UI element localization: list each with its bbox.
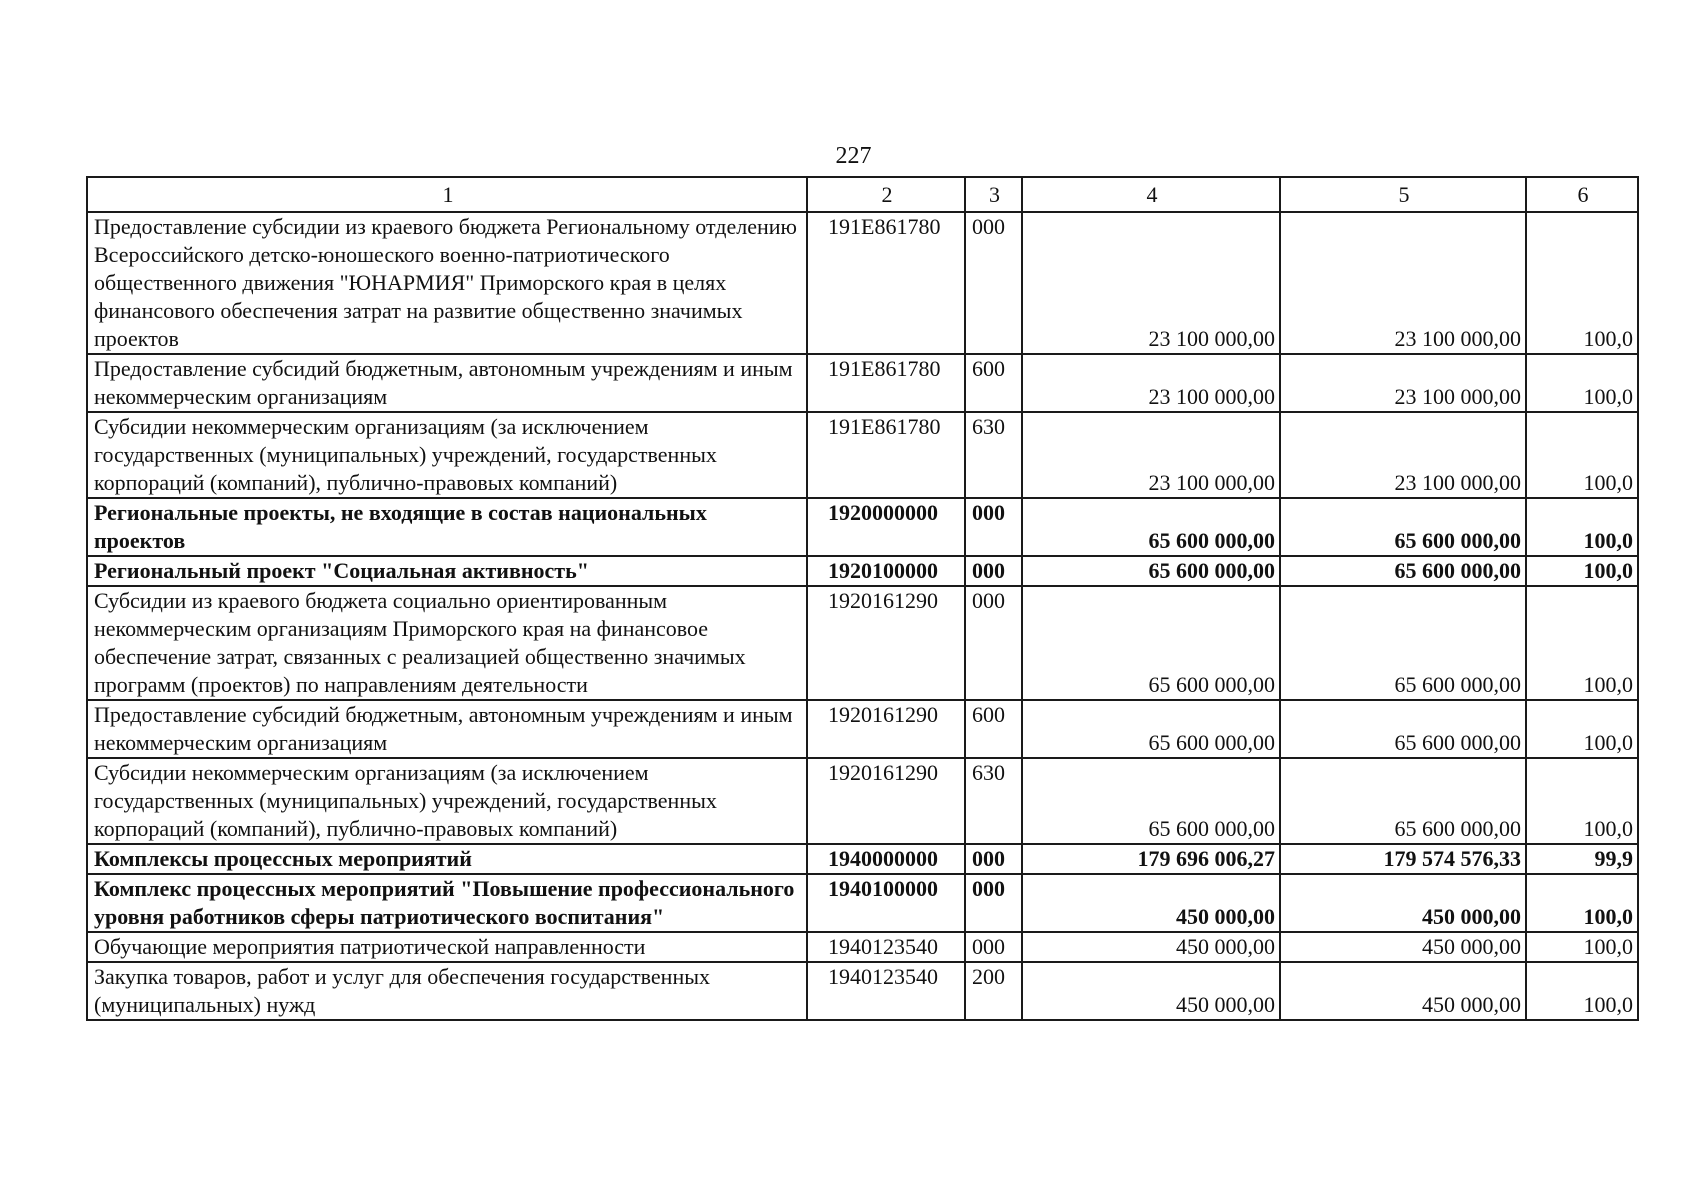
row-kind-cell: 630	[965, 412, 1022, 498]
row-code-cell: 1940100000	[807, 874, 965, 932]
row-percent: 100,0	[1526, 556, 1638, 586]
row-plan-amount: 65 600 000,00	[1022, 498, 1280, 556]
table-header-row	[87, 177, 1638, 212]
row-kind-cell: 000	[965, 844, 1022, 874]
table-row	[87, 844, 1638, 874]
table-row	[87, 354, 1638, 412]
row-name-cell: Предоставление субсидий бюджетным, автономным учреждениям и иным некоммерческим организациям	[87, 354, 807, 412]
table-row	[87, 498, 1638, 556]
row-code-cell: 1920161290	[807, 700, 965, 758]
row-code-cell: 191E861780	[807, 412, 965, 498]
row-code-cell: 1940000000	[807, 844, 965, 874]
row-percent: 100,0	[1526, 874, 1638, 932]
row-plan-amount: 65 600 000,00	[1022, 556, 1280, 586]
row-name-cell: Обучающие мероприятия патриотической направленности	[87, 932, 807, 962]
row-fact-amount: 65 600 000,00	[1280, 758, 1526, 844]
row-code-cell: 1940123540	[807, 962, 965, 1020]
table-row	[87, 556, 1638, 586]
table-row	[87, 758, 1638, 844]
row-percent: 100,0	[1526, 932, 1638, 962]
row-name-cell: Предоставление субсидий бюджетным, автономным учреждениям и иным некоммерческим организациям	[87, 700, 807, 758]
row-fact-amount: 450 000,00	[1280, 932, 1526, 962]
row-percent: 99,9	[1526, 844, 1638, 874]
row-fact-amount: 65 600 000,00	[1280, 700, 1526, 758]
row-plan-amount: 450 000,00	[1022, 962, 1280, 1020]
row-name-cell: Субсидии некоммерческим организациям (за исключением государственных (муниципальных) учреждений, государственных корпораций (компаний), публично-правовых компаний)	[87, 412, 807, 498]
row-code-cell: 1920161290	[807, 586, 965, 700]
row-plan-amount: 23 100 000,00	[1022, 412, 1280, 498]
row-name-cell: Комплекс процессных мероприятий "Повышение профессионального уровня работников сферы патриотического воспитания"	[87, 874, 807, 932]
row-kind-cell: 000	[965, 874, 1022, 932]
table-row	[87, 962, 1638, 1020]
row-fact-amount: 179 574 576,33	[1280, 844, 1526, 874]
row-code-cell: 191E861780	[807, 212, 965, 354]
row-kind-cell: 600	[965, 354, 1022, 412]
row-kind-cell: 600	[965, 700, 1022, 758]
row-name-cell: Предоставление субсидии из краевого бюджета Региональному отделению Всероссийского детско-юношеского военно-патриотического общественного движения "ЮНАРМИЯ" Приморского края в целях финансового обеспечения затрат на развитие общественно значимых проектов	[87, 212, 807, 354]
row-fact-amount: 23 100 000,00	[1280, 412, 1526, 498]
table-row	[87, 932, 1638, 962]
table-row	[87, 212, 1638, 354]
row-name-cell: Региональные проекты, не входящие в состав национальных проектов	[87, 498, 807, 556]
row-kind-cell: 000	[965, 498, 1022, 556]
row-name-cell: Комплексы процессных мероприятий	[87, 844, 807, 874]
column-header: 6	[1526, 177, 1638, 212]
column-header: 1	[87, 177, 807, 212]
row-percent: 100,0	[1526, 354, 1638, 412]
row-fact-amount: 450 000,00	[1280, 874, 1526, 932]
row-name-cell: Субсидии некоммерческим организациям (за исключением государственных (муниципальных) учреждений, государственных корпораций (компаний), публично-правовых компаний)	[87, 758, 807, 844]
table-row	[87, 586, 1638, 700]
row-code-cell: 1940123540	[807, 932, 965, 962]
row-percent: 100,0	[1526, 700, 1638, 758]
row-plan-amount: 450 000,00	[1022, 932, 1280, 962]
page-number: 227	[835, 143, 872, 169]
row-code-cell: 1920161290	[807, 758, 965, 844]
row-percent: 100,0	[1526, 758, 1638, 844]
row-name-cell: Региональный проект "Социальная активность"	[87, 556, 807, 586]
row-kind-cell: 000	[965, 932, 1022, 962]
row-percent: 100,0	[1526, 212, 1638, 354]
row-code-cell: 1920000000	[807, 498, 965, 556]
row-plan-amount: 450 000,00	[1022, 874, 1280, 932]
row-fact-amount: 23 100 000,00	[1280, 212, 1526, 354]
table-row	[87, 874, 1638, 932]
row-kind-cell: 200	[965, 962, 1022, 1020]
row-plan-amount: 23 100 000,00	[1022, 354, 1280, 412]
row-plan-amount: 65 600 000,00	[1022, 700, 1280, 758]
budget-table	[86, 176, 1639, 1021]
row-plan-amount: 65 600 000,00	[1022, 586, 1280, 700]
row-kind-cell: 000	[965, 212, 1022, 354]
row-plan-amount: 179 696 006,27	[1022, 844, 1280, 874]
row-kind-cell: 630	[965, 758, 1022, 844]
row-percent: 100,0	[1526, 412, 1638, 498]
row-kind-cell: 000	[965, 586, 1022, 700]
row-percent: 100,0	[1526, 962, 1638, 1020]
column-header: 3	[965, 177, 1022, 212]
column-header: 4	[1022, 177, 1280, 212]
row-plan-amount: 65 600 000,00	[1022, 758, 1280, 844]
row-code-cell: 1920100000	[807, 556, 965, 586]
row-fact-amount: 23 100 000,00	[1280, 354, 1526, 412]
row-percent: 100,0	[1526, 498, 1638, 556]
column-header: 2	[807, 177, 965, 212]
row-kind-cell: 000	[965, 556, 1022, 586]
row-fact-amount: 65 600 000,00	[1280, 498, 1526, 556]
table-row	[87, 412, 1638, 498]
column-header: 5	[1280, 177, 1526, 212]
table-row	[87, 700, 1638, 758]
row-name-cell: Закупка товаров, работ и услуг для обеспечения государственных (муниципальных) нужд	[87, 962, 807, 1020]
row-fact-amount: 65 600 000,00	[1280, 586, 1526, 700]
row-name-cell: Субсидии из краевого бюджета социально ориентированным некоммерческим организациям Приморского края на финансовое обеспечение затрат, связанных с реализацией общественно значимых программ (проектов) по направлениям деятельности	[87, 586, 807, 700]
row-plan-amount: 23 100 000,00	[1022, 212, 1280, 354]
row-percent: 100,0	[1526, 586, 1638, 700]
row-code-cell: 191E861780	[807, 354, 965, 412]
row-fact-amount: 65 600 000,00	[1280, 556, 1526, 586]
row-fact-amount: 450 000,00	[1280, 962, 1526, 1020]
